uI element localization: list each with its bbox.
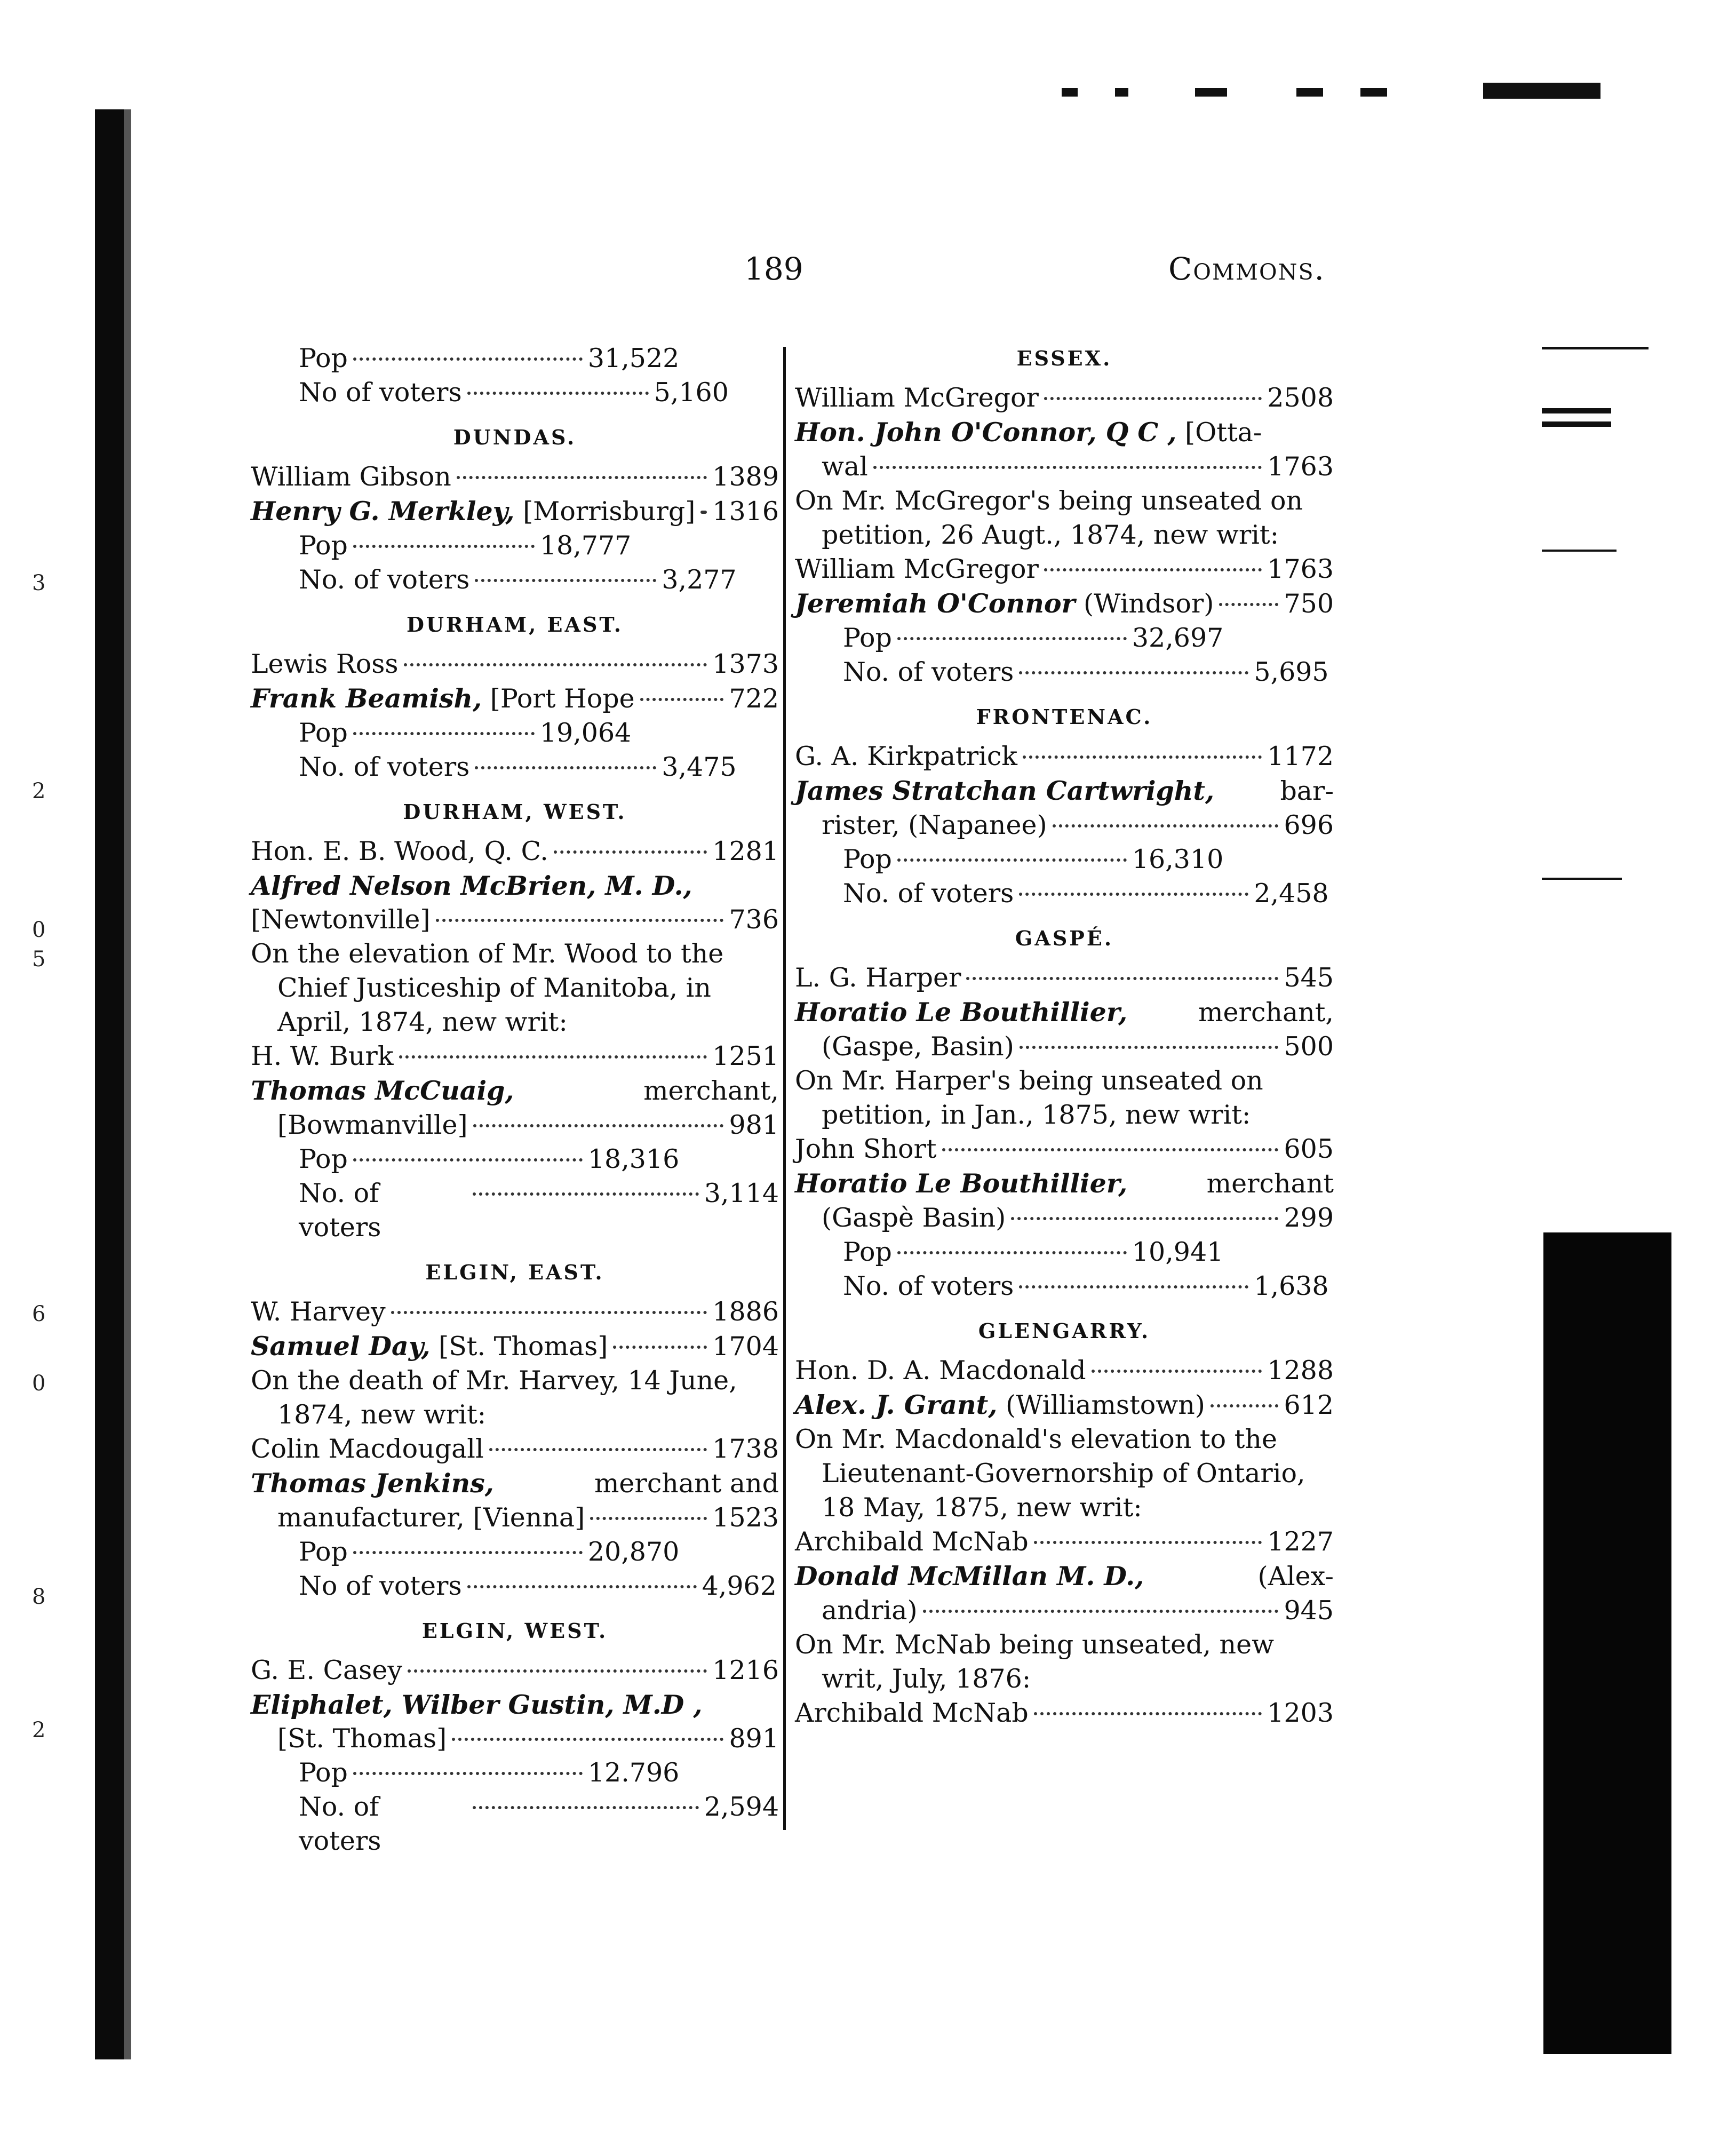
section-title-elgin-east: ELGIN, EAST. — [425, 1260, 604, 1284]
candidate-row: andria) 945 — [822, 1595, 1334, 1626]
pop-row: Pop 19,064 — [299, 718, 632, 748]
candidate-row: manufacturer, [Vienna] 1523 — [277, 1502, 779, 1533]
voters-row: No of voters 5,160 — [299, 377, 729, 408]
voters-row: No. of voters 2,458 — [843, 878, 1329, 909]
candidate-row: Alex. J. Grant, (Williamstown) 612 — [795, 1389, 1334, 1420]
scan-edge-shadow — [1543, 1232, 1671, 2054]
candidate-row: [Newtonville] 736 — [251, 904, 779, 935]
candidate-row: (Gaspe, Basin) 500 — [822, 1031, 1334, 1062]
candidate-row: Colin Macdougall 1738 — [251, 1434, 779, 1464]
candidate-row: Hon. John O'Connor, Q C , [Otta- — [795, 417, 1262, 448]
pop-row: Pop 18,316 — [299, 1144, 680, 1174]
margin-mark: 8 — [32, 1585, 46, 1609]
binding-shadow-edge — [124, 109, 131, 2059]
election-note: On Mr. McNab being unseated, new writ, July, 1876: — [795, 1629, 1275, 1694]
margin-mark: 2 — [32, 1718, 46, 1743]
scan-mark — [1360, 88, 1387, 97]
scan-mark — [1062, 88, 1078, 97]
candidate-row: Thomas Jenkins, merchant and — [251, 1468, 779, 1499]
margin-mark: 5 — [32, 947, 46, 972]
margin-mark: 0 — [32, 918, 46, 942]
candidate-row: W. Harvey 1886 — [251, 1296, 779, 1327]
pop-row: Pop 20,870 — [299, 1537, 680, 1567]
candidate-row: Donald McMillan M. D., (Alex- — [795, 1561, 1334, 1592]
election-note: On Mr. Macdonald's elevation to the Lieutenant-Governorship of Ontario, 18 May, 1875, new writ: — [795, 1424, 1305, 1523]
candidate-name: Eliphalet, Wilber Gustin, M.D , — [251, 1689, 703, 1720]
section-title-dundas: DUNDAS. — [453, 425, 577, 449]
voters-row: No. of voters 3,475 — [299, 752, 737, 782]
pop-row: Pop 16,310 — [843, 844, 1224, 874]
candidate-row: Archibald McNab 1227 — [795, 1526, 1334, 1557]
section-title-essex: ESSEX. — [1016, 346, 1112, 370]
left-column — [251, 341, 779, 1858]
binding-shadow — [95, 109, 127, 2059]
scan-mark — [1296, 88, 1323, 97]
candidate-row: G. E. Casey 1216 — [251, 1655, 779, 1685]
candidate-row: Samuel Day, [St. Thomas] 1704 — [251, 1331, 779, 1362]
candidate-row: Horatio Le Bouthillier, merchant, — [795, 997, 1334, 1028]
right-column — [795, 341, 1334, 1730]
voters-row: No. of voters 3,114 — [299, 1178, 779, 1243]
candidate-row: wal 1763 — [822, 451, 1334, 482]
candidate-row: John Short 605 — [795, 1134, 1334, 1164]
candidate-row: Lewis Ross 1373 — [251, 649, 779, 679]
pop-row: Pop 31,522 — [299, 343, 680, 373]
section-title-durham-west: DURHAM, WEST. — [403, 800, 627, 824]
candidate-row: Jeremiah O'Connor (Windsor) 750 — [795, 588, 1334, 619]
voters-row: No. of voters 3,277 — [299, 564, 737, 595]
candidate-row: H. W. Burk 1251 — [251, 1041, 779, 1071]
candidate-row: L. G. Harper 545 — [795, 962, 1334, 993]
section-title-elgin-west: ELGIN, WEST. — [421, 1619, 608, 1643]
candidate-row: James Stratchan Cartwright, bar- — [795, 775, 1334, 806]
scan-mark — [1115, 88, 1128, 97]
candidate-row: rister, (Napanee) 696 — [822, 810, 1334, 840]
margin-mark: 0 — [32, 1371, 46, 1396]
scan-rule — [1542, 408, 1611, 413]
pop-row: Pop 12.796 — [299, 1757, 680, 1788]
candidate-row: Hon. E. B. Wood, Q. C. 1281 — [251, 836, 779, 866]
scan-mark — [1195, 88, 1227, 97]
margin-mark: 3 — [32, 571, 46, 595]
pop-row: Pop 10,941 — [843, 1237, 1224, 1267]
scan-mark — [1483, 83, 1600, 99]
column-divider — [783, 347, 786, 1830]
candidate-row: (Gaspè Basin) 299 — [822, 1203, 1334, 1233]
candidate-row: [St. Thomas] 891 — [277, 1723, 779, 1754]
candidate-row: Hon. D. A. Macdonald 1288 — [795, 1355, 1334, 1386]
candidate-row: Archibald McNab 1203 — [795, 1698, 1334, 1728]
pop-row: Pop 32,697 — [843, 623, 1224, 653]
margin-mark: 6 — [32, 1302, 46, 1326]
candidate-row: William McGregor 1763 — [795, 554, 1334, 584]
scan-rule — [1542, 550, 1617, 552]
section-title-durham-east: DURHAM, EAST. — [406, 612, 624, 637]
candidate-row: William McGregor 2508 — [795, 383, 1334, 413]
margin-mark: 2 — [32, 779, 46, 803]
candidate-row: [Bowmanville] 981 — [277, 1110, 779, 1140]
election-note: On Mr. Harper's being unseated on petition, in Jan., 1875, new writ: — [795, 1065, 1263, 1130]
scan-rule — [1542, 347, 1649, 349]
candidate-name: Alfred Nelson McBrien, M. D., — [251, 870, 692, 901]
section-title-gaspe: GASPÉ. — [1015, 926, 1114, 950]
section-title-frontenac: FRONTENAC. — [976, 705, 1153, 729]
scan-rule — [1542, 878, 1622, 880]
voters-row: No. of voters 5,695 — [843, 657, 1329, 687]
page-number: 189 — [744, 251, 803, 287]
voters-row: No. of voters 2,594 — [299, 1792, 779, 1856]
election-note: On the elevation of Mr. Wood to the Chief Justiceship of Manitoba, in April, 1874, new writ: — [251, 938, 724, 1037]
election-note: On the death of Mr. Harvey, 14 June, 1874, new writ: — [251, 1365, 737, 1430]
candidate-row: William Gibson 1389 — [251, 462, 779, 492]
section-title-glengarry: GLENGARRY. — [978, 1319, 1151, 1343]
running-head: Commons. — [1168, 251, 1325, 287]
candidate-row: Frank Beamish, [Port Hope 722 — [251, 683, 779, 714]
scan-rule — [1542, 421, 1611, 427]
voters-row: No. of voters 1,638 — [843, 1271, 1329, 1301]
candidate-row: Thomas McCuaig, merchant, — [251, 1075, 779, 1106]
candidate-row: Horatio Le Bouthillier, merchant — [795, 1168, 1334, 1199]
voters-row: No of voters 4,962 — [299, 1571, 777, 1601]
candidate-row: Henry G. Merkley, [Morrisburg] 1316 — [251, 496, 779, 527]
candidate-row: G. A. Kirkpatrick 1172 — [795, 741, 1334, 771]
election-note: On Mr. McGregor's being unseated on petition, 26 Augt., 1874, new writ: — [795, 486, 1303, 550]
pop-row: Pop 18,777 — [299, 530, 632, 561]
